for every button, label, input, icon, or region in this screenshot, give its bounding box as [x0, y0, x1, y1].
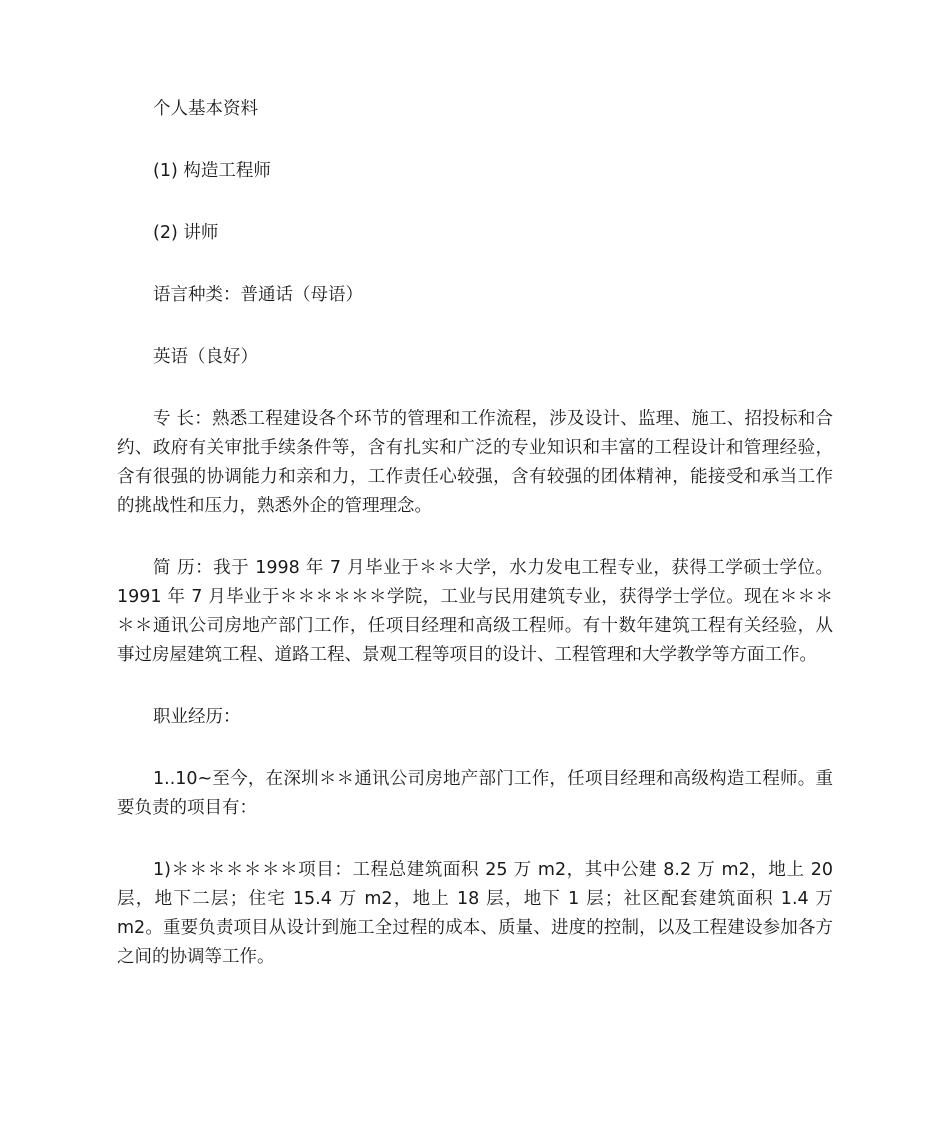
title-item-lecturer: (2) 讲师	[153, 223, 219, 243]
language-english: 英语（良好）	[153, 347, 258, 367]
title-item-structural-engineer: (1) 构造工程师	[153, 161, 271, 181]
resume-paragraph: 简 历：我于 1998 年 7 月毕业于＊＊大学，水力发电工程专业，获得工学硕士学位。1991 年 7 月毕业于＊＊＊＊＊＊学院，工业与民用建筑专业，获得学士学位。现在＊＊＊＊＊通讯公司房地产部门工作，任项目经理和高级工程师。有十数年建筑工程有关经验，从事过房屋建筑工程、道路工程、景观工程等项目的设计、工程管理和大学教学等方面工作。	[117, 558, 833, 665]
project-entry: 1)＊＊＊＊＊＊＊项目：工程总建筑面积 25 万 m2，其中公建 8.2 万 m2，地上 20 层，地下二层；住宅 15.4 万 m2，地上 18 层，地下 1 层；社区配套建筑面积 1.4 万 m2。重要负责项目从设计到施工全过程的成本、质量、进度的控制，以及工程建设参加各方之间的协调等工作。	[117, 860, 833, 967]
expertise-paragraph: 专 长：熟悉工程建设各个环节的管理和工作流程，涉及设计、监理、施工、招投标和合约、政府有关审批手续条件等，含有扎实和广泛的专业知识和丰富的工程设计和管理经验，含有很强的协调能力和亲和力，工作责任心较强，含有较强的团体精神，能接受和承当工作的挑战性和压力，熟悉外企的管理理念。	[117, 409, 833, 516]
career-entry: 1..10~至今，在深圳＊＊通讯公司房地产部门工作，任项目经理和高级构造工程师。重要负责的项目有：	[117, 769, 833, 818]
career-heading: 职业经历：	[153, 707, 241, 727]
section-heading-personal-info: 个人基本资料	[153, 99, 258, 119]
language-mandarin: 语言种类：普通话（母语）	[153, 285, 363, 305]
document-page	[117, 95, 833, 1005]
